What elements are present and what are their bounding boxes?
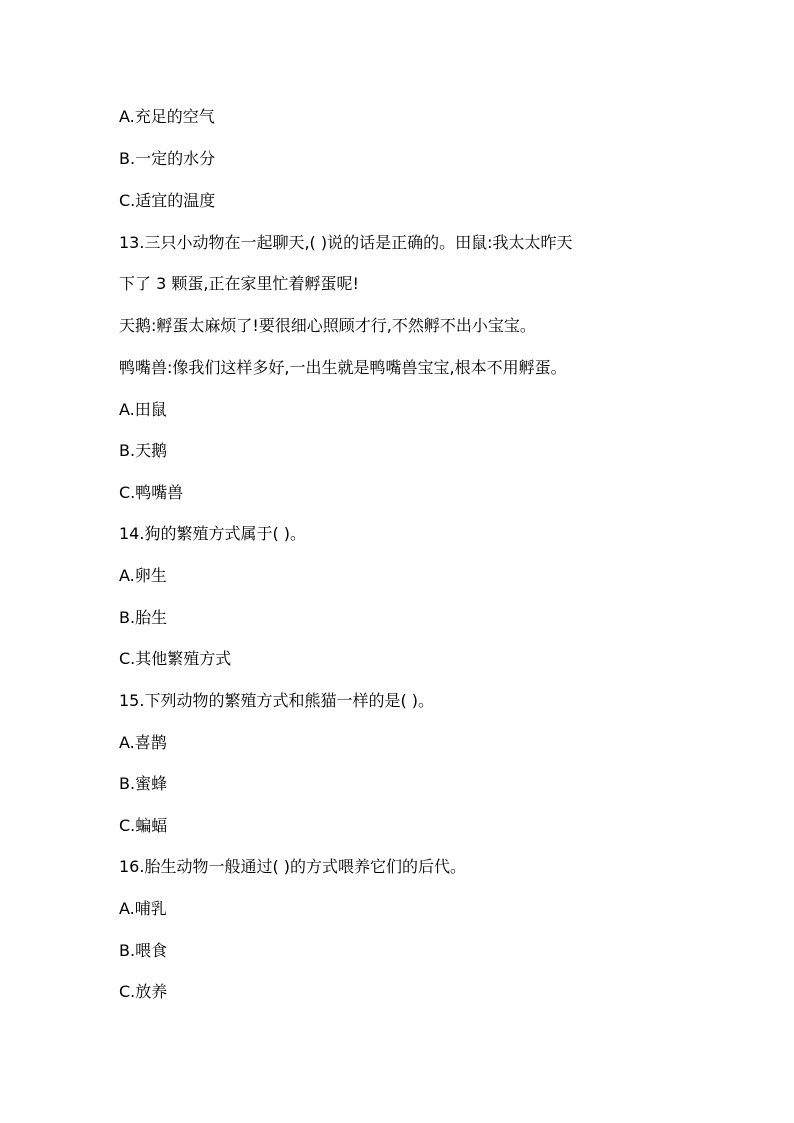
q14-option-b: B.胎生 <box>119 608 168 627</box>
q13-question-line-2: 下了 3 颗蛋,正在家里忙着孵蛋呢! <box>119 274 359 293</box>
q13-option-b: B.天鹅 <box>119 441 168 460</box>
q14-option-a: A.卵生 <box>119 566 167 585</box>
q16-option-b: B.喂食 <box>119 941 168 960</box>
q15-option-a: A.喜鹊 <box>119 733 167 752</box>
q13-option-a: A.田鼠 <box>119 400 167 419</box>
q12-option-b: B.一定的水分 <box>119 149 216 168</box>
q16-option-c: C.放养 <box>119 982 168 1001</box>
q15-option-b: B.蜜蜂 <box>119 774 168 793</box>
q12-option-a: A.充足的空气 <box>119 107 215 126</box>
q16-question: 16.胎生动物一般通过( )的方式喂养它们的后代。 <box>119 857 467 876</box>
q16-option-a: A.哺乳 <box>119 899 167 918</box>
q13-question-line-1: 13.三只小动物在一起聊天,( )说的话是正确的。田鼠:我太太昨天 <box>119 233 573 252</box>
q12-option-c: C.适宜的温度 <box>119 191 216 210</box>
q13-option-c: C.鸭嘴兽 <box>119 483 184 502</box>
q15-question: 15.下列动物的繁殖方式和熊猫一样的是( )。 <box>119 691 435 710</box>
q15-option-c: C.蝙蝠 <box>119 816 168 835</box>
q13-platypus-statement: 鸭嘴兽:像我们这样多好,一出生就是鸭嘴兽宝宝,根本不用孵蛋。 <box>119 358 567 377</box>
q13-swan-statement: 天鹅:孵蛋太麻烦了!要很细心照顾才行,不然孵不出小宝宝。 <box>119 316 536 335</box>
q14-option-c: C.其他繁殖方式 <box>119 649 232 668</box>
q14-question: 14.狗的繁殖方式属于( )。 <box>119 524 307 543</box>
